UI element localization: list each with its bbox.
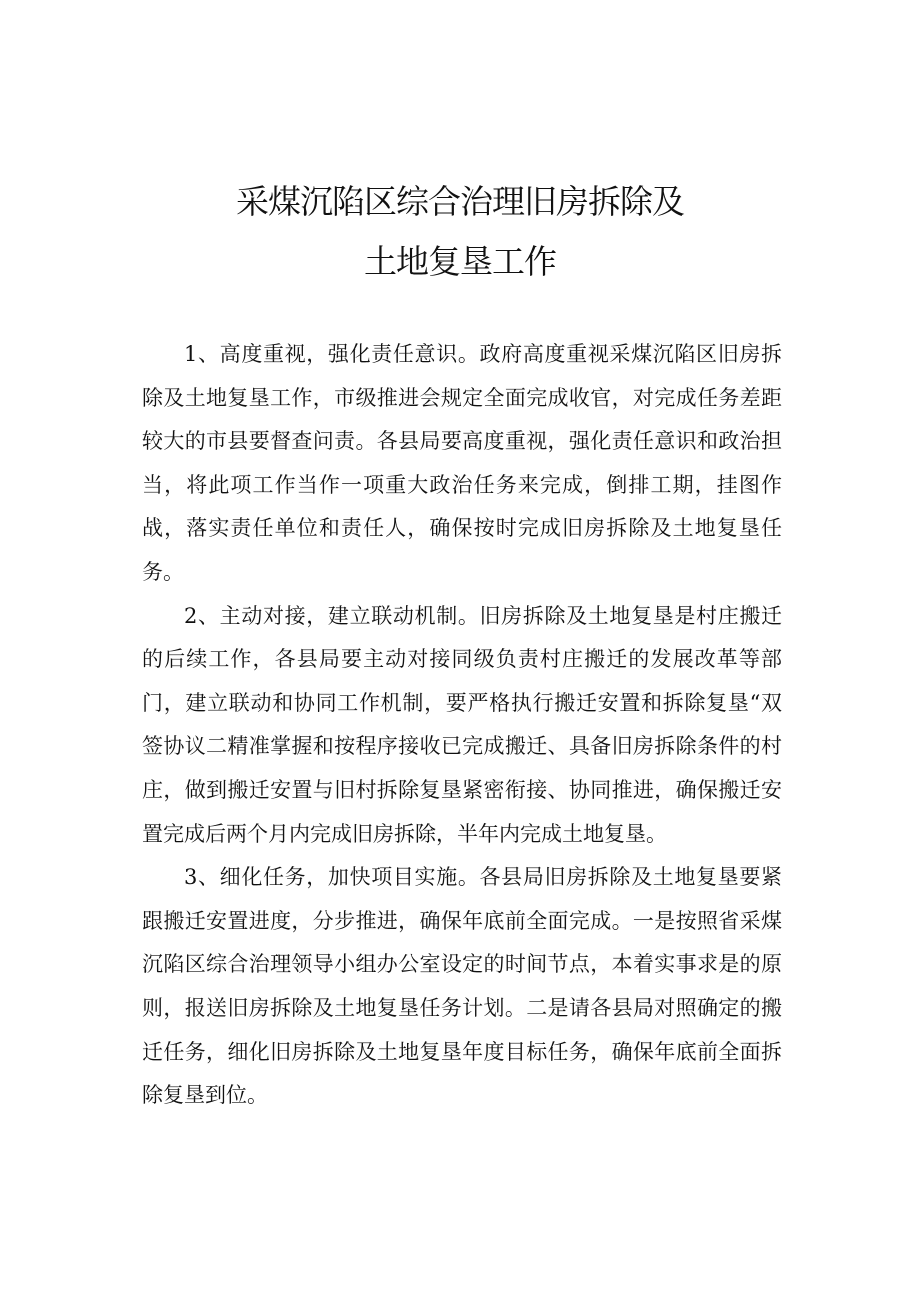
- title-line-2: 土地复垦工作: [364, 242, 556, 281]
- document-body: [142, 333, 782, 1118]
- paragraph-3: 3、细化任务，加快项目实施。各县局旧房拆除及土地复垦要紧跟搬迁安置进度，分步推进，确保年底前全面完成。一是按照省采煤沉陷区综合治理领导小组办公室设定的时间节点，本着实事求是的原则，报送旧房拆除及土地复垦任务计划。二是请各县局对照确定的搬迁任务，细化旧房拆除及土地复垦年度目标任务，确保年底前全面拆除复垦到位。: [142, 865, 782, 1108]
- document-title: [140, 172, 780, 292]
- title-line-1: 采煤沉陷区综合治理旧房拆除及: [236, 182, 684, 221]
- paragraph-2: 2、主动对接，建立联动机制。旧房拆除及土地复垦是村庄搬迁的后续工作，各县局要主动对接同级负责村庄搬迁的发展改革等部门，建立联动和协同工作机制，要严格执行搬迁安置和拆除复垦“双签协议二精准掌握和按程序接收已完成搬迁、具备旧房拆除条件的村庄，做到搬迁安置与旧村拆除复垦紧密衔接、协同推进，确保搬迁安置完成后两个月内完成旧房拆除，半年内完成土地复垦。: [142, 603, 782, 846]
- paragraph-1: 1、高度重视，强化责任意识。政府高度重视采煤沉陷区旧房拆除及土地复垦工作，市级推进会规定全面完成收官，对完成任务差距较大的市县要督查问责。各县局要高度重视，强化责任意识和政治担当，将此项工作当作一项重大政治任务来完成，倒排工期，挂图作战，落实责任单位和责任人，确保按时完成旧房拆除及土地复垦任务。: [142, 342, 782, 584]
